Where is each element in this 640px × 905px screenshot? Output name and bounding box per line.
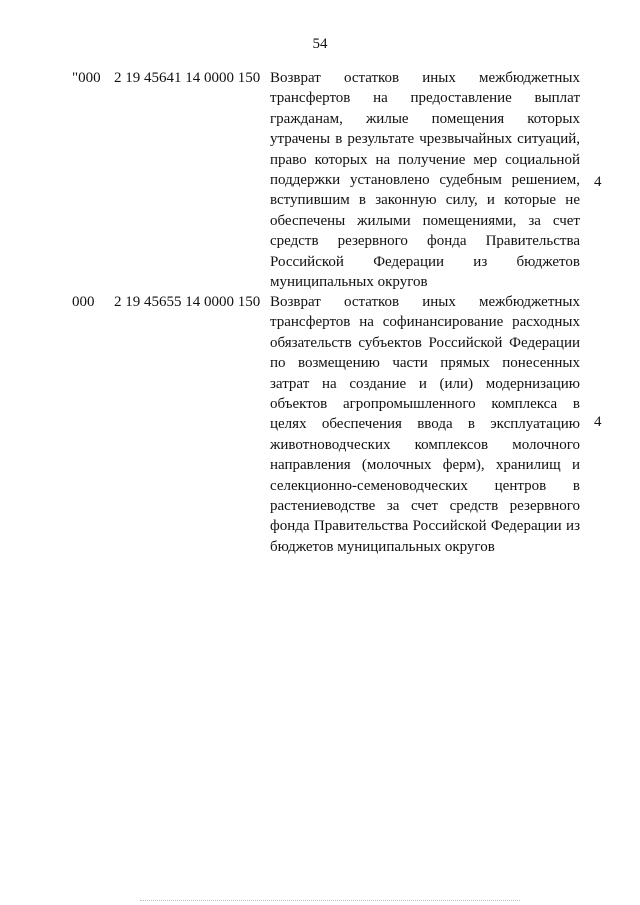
description-line: затрат на создание и (или) модернизацию — [270, 375, 580, 392]
description-line: направления (молочных ферм), хранилищ и — [270, 457, 580, 474]
amount: 4 — [594, 174, 602, 190]
description-line: средств резервного фонда Правительства — [270, 233, 580, 250]
description — [270, 292, 580, 557]
description-line: поддержки установлено судебным решением, — [270, 172, 580, 189]
description-line: Возврат остатков иных межбюджетных — [270, 70, 580, 86]
description-line: утрачены в результате чрезвычайных ситуаций, — [270, 131, 580, 148]
description-line: растениеводстве за счет средств резервного — [270, 498, 580, 515]
description-line: целях обеспечения ввода в эксплуатацию — [270, 416, 580, 433]
description-line: обеспечены жилыми помещениями, за счет — [270, 212, 580, 229]
amount: 4 — [594, 414, 602, 430]
description-line: по возмещению части прямых понесенных — [270, 355, 580, 372]
income-code: 2 19 45641 14 0000 150 — [114, 70, 261, 86]
description-line: гражданам, жилые помещения которых — [270, 110, 580, 127]
admin-code: 000 — [72, 294, 95, 310]
description-line: трансфертов на софинансирование расходных — [270, 314, 580, 331]
page-number: 54 — [312, 36, 328, 52]
description-line: животноводческих комплексов молочного — [270, 436, 580, 453]
description-line: муниципальных округов — [270, 274, 428, 291]
description-line: вступившим в законную силу, и которые не — [270, 192, 580, 209]
description-line: фонда Правительства Российской Федерации из — [270, 518, 580, 535]
description-line: селекционно-семеноводческих центров в — [270, 477, 580, 494]
description-line: право которых на получение мер социальной — [270, 151, 580, 168]
description-line: объектов агропромышленного комплекса в — [270, 396, 580, 413]
admin-code: "000 — [72, 70, 101, 86]
scan-edge-divider — [140, 900, 520, 901]
description-line: трансфертов на предоставление выплат — [270, 90, 580, 107]
description-line: Возврат остатков иных межбюджетных — [270, 294, 580, 310]
description-line: Российской Федерации из бюджетов — [270, 253, 580, 270]
income-code: 2 19 45655 14 0000 150 — [114, 294, 261, 310]
description-line: бюджетов муниципальных округов — [270, 538, 495, 555]
description — [270, 68, 580, 292]
description-line: обязательств субъектов Российской Федерации — [270, 334, 580, 351]
